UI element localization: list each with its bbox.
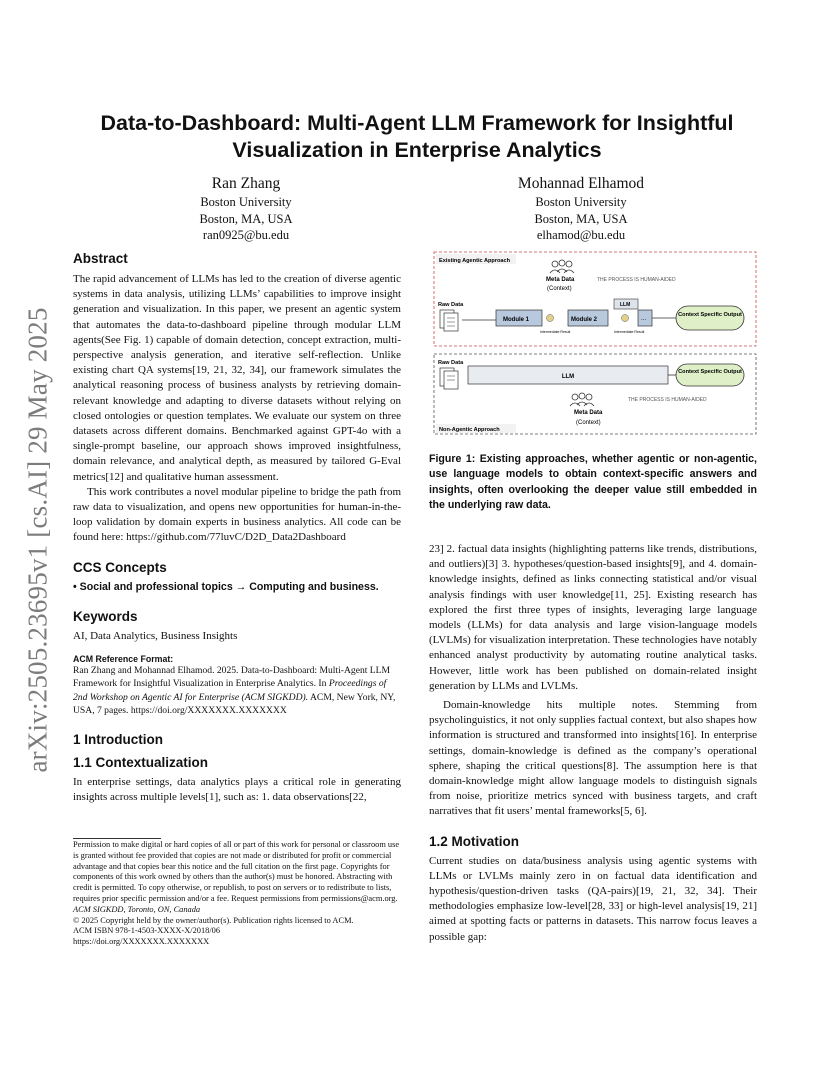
author-block-1: [146, 174, 346, 244]
left-column: [73, 251, 401, 805]
process-note-2: THE PROCESS IS HUMAN-AIDED: [628, 397, 707, 403]
document-icon: [440, 310, 458, 331]
module-2-label: Module 2: [571, 317, 598, 323]
title-line-2: Visualization in Enterprise Analytics: [232, 138, 602, 162]
intro-heading: 1 Introduction: [73, 731, 163, 747]
author-name: Mohannad Elhamod: [517, 175, 645, 192]
arxiv-identifier: arXiv:2505.23695v1 [cs.AI] 29 May 2025: [22, 307, 53, 773]
ccs-text: • Social and professional topics → Computing and business.: [73, 580, 379, 593]
venue-line: ACM SIGKDD, Toronto, ON, Canada: [73, 904, 201, 914]
author-location: Boston, MA, USA: [199, 211, 293, 226]
motivation-paragraph: Current studies on data/business analysis using agentic systems with LLMs or LVLMs mainly zero in on factual data identification and hypothesis/question-driven tasks (QA-pairs)[19, 21, 32, 34]. Their methodologies emphasize low-level[28, 33] or high-level analysis[19, 21] aimed at spotting facts or patterns in datasets. This narrow focus leaves a possible gap:: [429, 854, 757, 943]
right-column: [429, 542, 757, 945]
isbn-line: ACM ISBN 978-1-4503-XXXX-X/2018/06: [73, 926, 221, 936]
author-email[interactable]: elhamod@bu.edu: [536, 228, 626, 242]
motivation-heading: 1.2 Motivation: [429, 833, 520, 849]
author-block-2: [481, 174, 681, 244]
contextualization-heading: 1.1 Contextualization: [73, 754, 209, 770]
output-label-top: Context Specific Output: [678, 312, 742, 318]
output-pill-top: [676, 306, 744, 330]
ellipsis-label: ...: [641, 316, 647, 322]
gear-icon: [547, 315, 554, 322]
arxiv-sidebar: [18, 300, 58, 780]
non-agentic-label: Non-Agentic Approach: [439, 427, 500, 433]
footnote-rule: [73, 838, 161, 839]
intermediate-label-1: Intermediate Result: [540, 330, 571, 334]
keywords-heading: Keywords: [73, 608, 138, 624]
acm-ref-proceedings: Proceedings of 2nd Workshop on Agentic AI for Enterprise (ACM SIGKDD).: [73, 678, 387, 703]
module-1-label: Module 1: [503, 317, 530, 323]
right-paragraph-2: Domain-knowledge hits multiple notes. Stemming from psycholinguistics, it not only supplies factual context, but also shapes how information is structured and transformed into insights[16]. In enterprise settings, domain-knowledge is defined as the company’s operational sphere, shaping the critical questions[8]. The assumption here is that domain-knowledge might allow language models to distinguish signals from noise, prioritize metrics synced with business targets, and craft narratives that fit users’ mental frameworks[5, 6].: [429, 699, 757, 818]
author-name: Ran Zhang: [211, 175, 281, 192]
ccs-heading: CCS Concepts: [73, 559, 167, 575]
abstract-heading: Abstract: [73, 251, 128, 266]
abstract-paragraph-1: The rapid advancement of LLMs has led to the creation of diverse agentic systems in data analysis, utilizing LLMs’ capabilities to improve insight generation and visualization. In this paper, we present an agentic system that automates the data-to-dashboard pipeline through modular LLM agents(See Fig. 1) capable of domain detection, concept extraction, multi-perspective analysis generation, and iterative self-reflection. Unlike existing chart QA systems[19, 21, 32, 34], our framework simulates the analytical reasoning process of business analysts by retrieving domain-relevant knowledge and adapting to diverse datasets without relying on closed ontologies or question templates. We evaluate our system on three datasets across different domains. Benchmarked against GPT-4o with a single-prompt baseline, our approach shows improved insightfulness, domain relevance, and analytical depth, as measured by tailored G-Eval metrics[12] and qualitative human assessment.: [73, 273, 401, 483]
right-paragraph-1: 23] 2. factual data insights (highlighting patterns like trends, distributions, and outliers)[3] 3. hypotheses/question-based insights[9], and 4. domain-knowledge insights, defined as links connecting statistical and/or visual analysis findings with user knowledge[11, 25]. Existing research has explored the first three types of insights, leveraging large language models (LLMs) for data analysis and large vision-language models (LVLMs) for visualization interpretation. These technologies have notably enhanced analyst productivity by automating routine analytical tasks. However, little work has been published on domain-related insight generation by LLMs and LVLMs.: [429, 543, 757, 692]
abstract-paragraph-2: This work contributes a novel modular pipeline to bridge the path from raw data to visualization, and opens new opportunities for human-in-the-loop validation by domain experts in business analytics. All code can be found here: https://github.com/77luvC/D2D_Data2Dashboard: [73, 485, 401, 544]
raw-data-label: Raw Data: [438, 302, 464, 308]
intermediate-label-2: Intermediate Result: [614, 330, 645, 334]
llm-label-bottom: LLM: [561, 374, 575, 380]
figure-1: [432, 248, 758, 438]
doi-line[interactable]: https://doi.org/XXXXXXX.XXXXXXX: [73, 937, 210, 947]
title-line-1: Data-to-Dashboard: Multi-Agent LLM Framework for Insightful: [100, 111, 734, 135]
acm-ref-part-c: ACM, New York, NY, USA, 7 pages. https://doi.org/XXXXXXX.XXXXXXX: [73, 691, 396, 717]
author-email[interactable]: ran0925@bu.edu: [202, 228, 290, 242]
copyright-line: © 2025 Copyright held by the owner/author(s). Publication rights licensed to ACM.: [73, 915, 354, 925]
author-affiliation: Boston University: [200, 195, 292, 209]
document-icon: [440, 368, 458, 389]
process-note: THE PROCESS IS HUMAN-AIDED: [597, 277, 676, 283]
author-affiliation: Boston University: [535, 195, 627, 209]
acm-reference: [73, 664, 401, 718]
context-label-2: (Context): [576, 420, 601, 426]
figure-caption: Figure 1: Existing approaches, whether agentic or non-agentic, use language models to obtain context-specific answers and insights, often overlooking the deeper value still embedded in the underlying raw data.: [429, 453, 757, 512]
people-icon: [550, 260, 574, 273]
agentic-label: Existing Agentic Approach: [439, 258, 511, 264]
gear-icon: [622, 315, 629, 322]
paper-title: [72, 110, 762, 164]
figure-diagram: [432, 248, 758, 438]
acm-ref-heading: ACM Reference Format:: [73, 654, 174, 665]
meta-data-label: Meta Data: [546, 277, 575, 283]
footnote-block: [73, 840, 401, 948]
contextualization-paragraph: In enterprise settings, data analytics plays a critical role in generating insights across multiple levels[1], such as: 1. data observations[22,: [73, 775, 401, 803]
context-label: (Context): [547, 286, 572, 292]
raw-data-label-2: Raw Data: [438, 360, 464, 366]
permission-notice: Permission to make digital or hard copies of all or part of this work for personal or classroom use is granted without fee provided that copies are not made or distributed for profit or commercial advantage and that copies bear this notice and the full citation on the first page. Copyrights for components of this work owned by others than the author(s) must be honored. Abstracting with credit is permitted. To copy otherwise, or republish, to post on servers or to redistribute to lists, requires prior specific permission and/or a fee. Request permissions from permissions@acm.org.: [73, 840, 400, 903]
acm-ref-part-a: Ran Zhang and Mohannad Elhamod. 2025. Data-to-Dashboard: Multi-Agent LLM Framework for Insightful Visualization in Enterprise Analytics. In: [73, 665, 391, 690]
keywords-text: AI, Data Analytics, Business Insights: [73, 629, 238, 642]
output-pill-bottom: [676, 364, 744, 386]
author-location: Boston, MA, USA: [534, 211, 628, 226]
llm-label-top: LLM: [620, 302, 631, 308]
meta-data-label-2: Meta Data: [574, 410, 603, 416]
output-label-bottom: Context Specific Output: [678, 369, 742, 375]
agentic-panel: [434, 252, 756, 346]
people-icon: [570, 393, 594, 406]
